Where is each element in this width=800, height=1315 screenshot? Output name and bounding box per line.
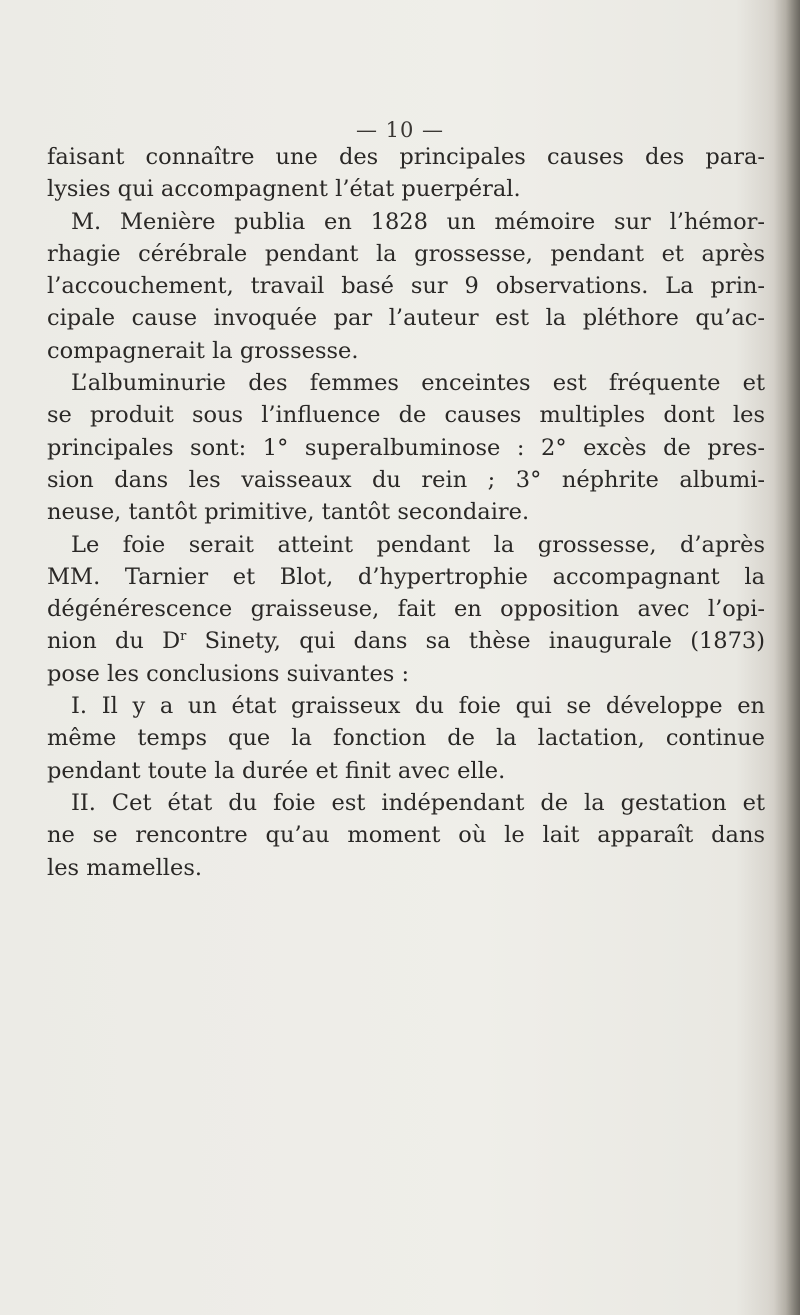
text-line: cipale cause invoquée par l’auteur est la pléthore qu’ac- — [47, 305, 765, 332]
text-line: les mamelles. — [47, 854, 203, 881]
page-number: — 10 — — [355, 118, 445, 142]
text-line — [47, 625, 765, 657]
text-line: sion dans les vaisseaux du rein ; 3° néphrite albumi- — [47, 466, 765, 493]
text-line: se produit sous l’influence de causes multiples dont les — [47, 402, 765, 429]
body-text — [47, 141, 765, 884]
text-line: L’albuminurie des femmes enceintes est fréquente et — [71, 370, 765, 397]
text-line: dégénérescence graisseuse, fait en opposition avec l’opi- — [47, 596, 765, 623]
text-line: pendant toute la durée et finit avec elle. — [47, 757, 506, 784]
text-line: neuse, tantôt primitive, tantôt secondaire. — [47, 499, 530, 526]
text-line: M. Menière publia en 1828 un mémoire sur l’hémor- — [71, 208, 765, 235]
text-line: principales sont: 1° superalbuminose : 2° excès de pres- — [47, 434, 765, 461]
text-line: même temps que la fonction de la lactation, continue — [47, 725, 765, 752]
text-line: pose les conclusions suivantes : — [47, 660, 410, 687]
text-line: MM. Tarnier et Blot, d’hypertrophie accompagnant la — [47, 563, 765, 590]
superscript: r — [180, 629, 187, 645]
text-line: ne se rencontre qu’au moment où le lait apparaît dans — [47, 822, 765, 849]
text-line: II. Cet état du foie est indépendant de la gestation et — [71, 789, 765, 816]
text-line: I. Il y a un état graisseux du foie qui se développe en — [71, 693, 765, 720]
text-fragment: Sinety, qui dans sa thèse inaugurale (1873) — [186, 628, 766, 655]
text-line: rhagie cérébrale pendant la grossesse, pendant et après — [47, 240, 765, 267]
text-line: compagnerait la grossesse. — [47, 337, 359, 364]
page-edge-shadow — [774, 0, 800, 1315]
text-line: l’accouchement, travail basé sur 9 observations. La prin- — [47, 273, 765, 300]
text-line: Le foie serait atteint pendant la grossesse, d’après — [71, 531, 765, 558]
text-fragment: nion du D — [47, 628, 181, 655]
text-line: lysies qui accompagnent l’état puerpéral. — [47, 176, 521, 203]
text-line: faisant connaître une des principales causes des para- — [47, 144, 765, 170]
